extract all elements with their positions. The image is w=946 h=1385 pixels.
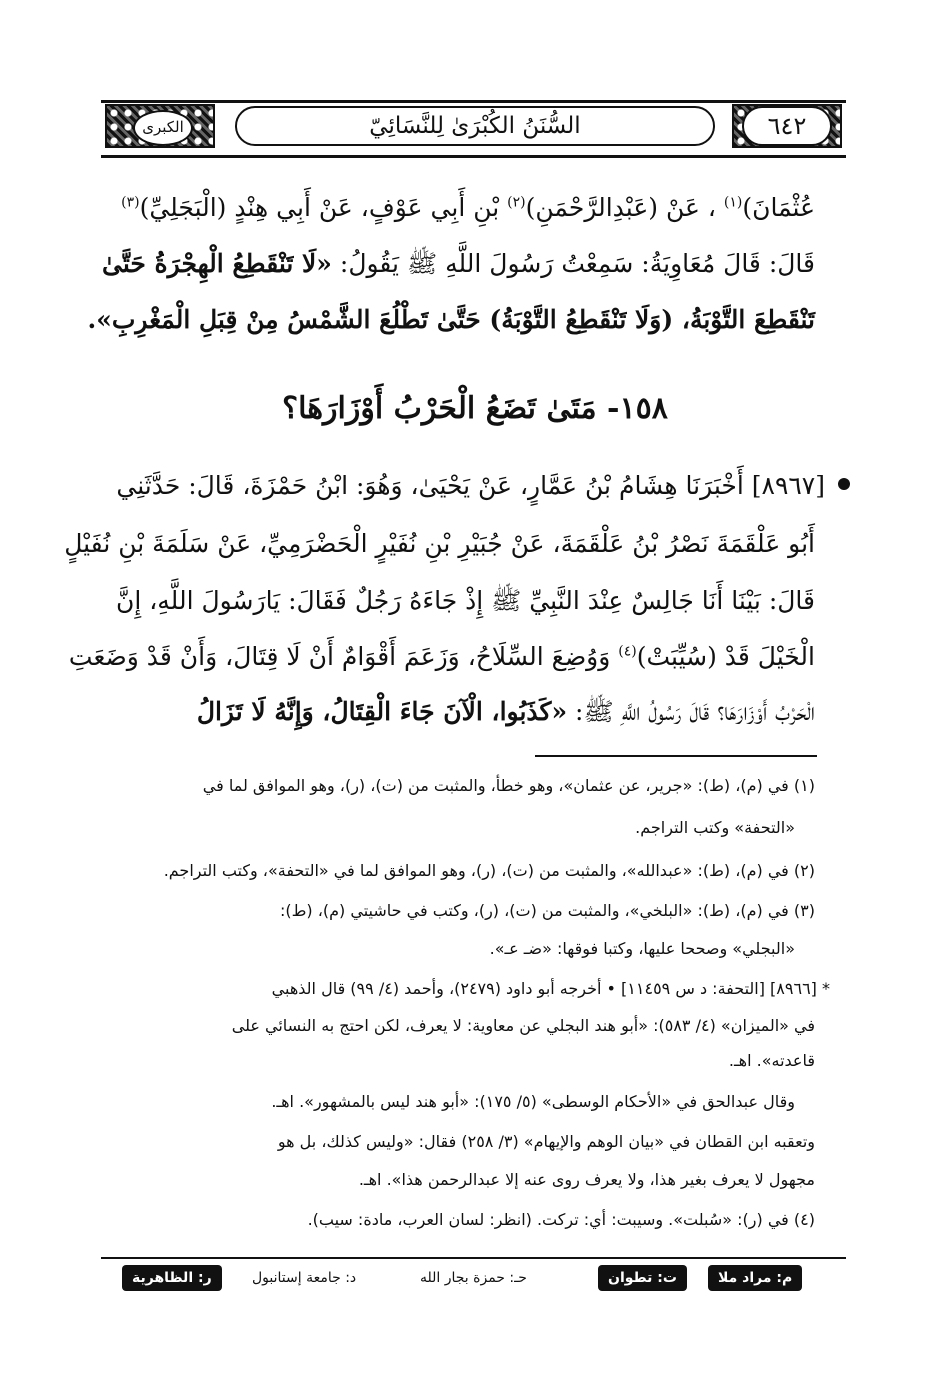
footnote-3-line-2: «البجلي» وصححا عليها، وكتبا فوقها: «ضـ عـ». xyxy=(489,939,795,958)
text-segment: الْحَرْبُ أَوْزَارَهَا؟ قَالَ رَسُولُ اللَّهِ ﷺ: xyxy=(575,697,815,726)
hadith-line-2: أَبُو عَلْقَمَةَ نَصْرُ بْنُ عَلْقَمَةَ، عَنْ جُبَيْرِ بْنِ نُفَيْرٍ الْحَضْرَمِيِّ، عَنْ سَلَمَةَ بْنِ نُفَيْلٍ xyxy=(64,529,815,558)
text-segment: عُثْمَانَ) xyxy=(742,193,815,222)
text-line-2 xyxy=(102,238,815,290)
seal-label: الكبرى xyxy=(133,110,193,146)
footnote-1-line-2: «التحفة» وكتب التراجم. xyxy=(635,818,795,837)
hadith-line-4 xyxy=(68,631,815,683)
hadith-line-3: قَالَ: بَيْنَا أَنَا جَالِسٌ عِنْدَ النَّبِيِّ ﷺ إِذْ جَاءَهُ رَجُلٌ فَقَالَ: يَارَسُولَ اللَّهِ، إِنَّ xyxy=(115,586,815,615)
manuscript-tag-m: م: مراد ملا xyxy=(708,1265,802,1291)
takhrij-line-4: وقال عبدالحق في «الأحكام الوسطى» (٥/ ١٧٥): «أبو هند ليس بالمشهور». اهـ. xyxy=(271,1092,795,1111)
footnote-1-line-1: (١) في (م)، (ط): «جرير، عن عثمان»، وهو خطأ، والمثبت من (ت)، (ر)، وهو الموافق لما في xyxy=(202,776,815,795)
text-segment: بْنِ أَبِي عَوْفٍ، عَنْ أَبِي هِنْدٍ (الْبَجَلِيِّ) xyxy=(139,193,500,222)
manuscript-tag-r: ر: الظاهرية xyxy=(122,1265,222,1291)
footnote-ref-4: (٤) xyxy=(618,643,637,660)
footnote-separator xyxy=(535,755,817,757)
text-segment: وَوُضِعَ السِّلَاحُ، وَزَعَمَ أَقْوَامٌ أَنْ لَا قِتَالَ، وَأَنْ قَدْ وَضَعَتِ xyxy=(68,642,611,671)
footnote-ref-2: (٢) xyxy=(507,194,526,211)
book-title: السُّنَنُ الكُبْرَىٰ لِلنَّسَائِيّ xyxy=(235,106,715,146)
hadith-line-5 xyxy=(105,686,815,738)
text-segment: قَالَ: قَالَ مُعَاوِيَةُ: سَمِعْتُ رَسُولَ اللَّهِ ﷺ يَقُولُ: xyxy=(339,249,815,278)
hadith-quote: «كَذَبُوا، الْآنَ جَاءَ الْقِتَالُ، وَإِنَّهُ لَا تَزَالُ xyxy=(196,697,568,726)
bottom-separator xyxy=(101,1257,846,1259)
text-line-3: تَنْقَطِعَ التَّوْبَةُ، (وَلَا تَنْقَطِعُ التَّوْبَةُ) حَتَّىٰ تَطْلُعَ الشَّمْسُ مِنْ قِبَلِ الْمَغْرِبِ». xyxy=(87,305,815,334)
section-heading: ١٥٨- مَتَىٰ تَضَعُ الْحَرْبُ أَوْزَارَهَا؟ xyxy=(282,391,668,426)
takhrij-line-5: وتعقبه ابن القطان في «بيان الوهم والإيهام» (٣/ ٢٥٨) فقال: «وليس كذلك، بل هو xyxy=(277,1132,815,1151)
manuscript-tag-t: ت: تطوان xyxy=(598,1265,687,1291)
page-header xyxy=(101,100,846,158)
footnote-ref-3: (٣) xyxy=(121,194,140,211)
takhrij-line-2: في «الميزان» (٤/ ٥٨٣): «أبو هند البجلي عن معاوية: لا يعرف، لكن احتج به النسائي على xyxy=(231,1016,815,1035)
hadith-line-1: [٨٩٦٧] أَخْبَرَنَا هِشَامُ بْنُ عَمَّارٍ، عَنْ يَحْيَىٰ، وَهُوَ: ابْنُ حَمْزَةَ، قَالَ: حَدَّثَنِي xyxy=(116,471,825,500)
ornament-seal-left xyxy=(105,104,215,148)
footnote-4: (٤) في (ر): «سُبلت». وسيبت: أي: تركت. (انظر: لسان العرب، مادة: سيب). xyxy=(307,1210,815,1229)
hadith-quote: «لَا تَنْقَطِعُ الْهِجْرَةُ حَتَّىٰ xyxy=(102,249,332,278)
footnote-3-line-1: (٣) في (م)، (ط): «البلخي»، والمثبت من (ت)، (ر)، وكتب في حاشيتي (م)، (ط): xyxy=(279,901,815,920)
manuscript-label-d: د: جامعة إستانبول xyxy=(252,1270,357,1286)
manuscript-label-h: حـ: حمزة بجار الله xyxy=(420,1270,527,1286)
text-segment: الْخَيْلَ قَدْ (سُيِّبَتْ) xyxy=(636,642,815,671)
bullet-icon xyxy=(838,478,850,490)
footnote-2: (٢) في (م)، (ط): «عبدالله»، والمثبت من (ت)، (ر)، وهو الموافق لما في «التحفة»، وكتب التراجم. xyxy=(163,861,815,880)
footnote-ref-1: (١) xyxy=(723,194,743,211)
takhrij-line-3: قاعدته». اهـ. xyxy=(728,1051,815,1070)
takhrij-line-6: مجهول لا يعرف بغير هذا، ولا يعرف روى عنه إلا عبدالرحمن هذا». اهـ. xyxy=(358,1170,815,1189)
text-line-1 xyxy=(105,182,815,234)
takhrij-line-1: * [٨٩٦٦] [التحفة: د س ١١٤٥٩] • أخرجه أبو داود (٢٤٧٩)، وأحمد (٤/ ٩٩) قال الذهبي xyxy=(271,979,830,998)
page-number: ٦٤٢ xyxy=(742,106,832,146)
text-segment: ، عَنْ (عَبْدِالرَّحْمَنِ) xyxy=(525,193,716,222)
